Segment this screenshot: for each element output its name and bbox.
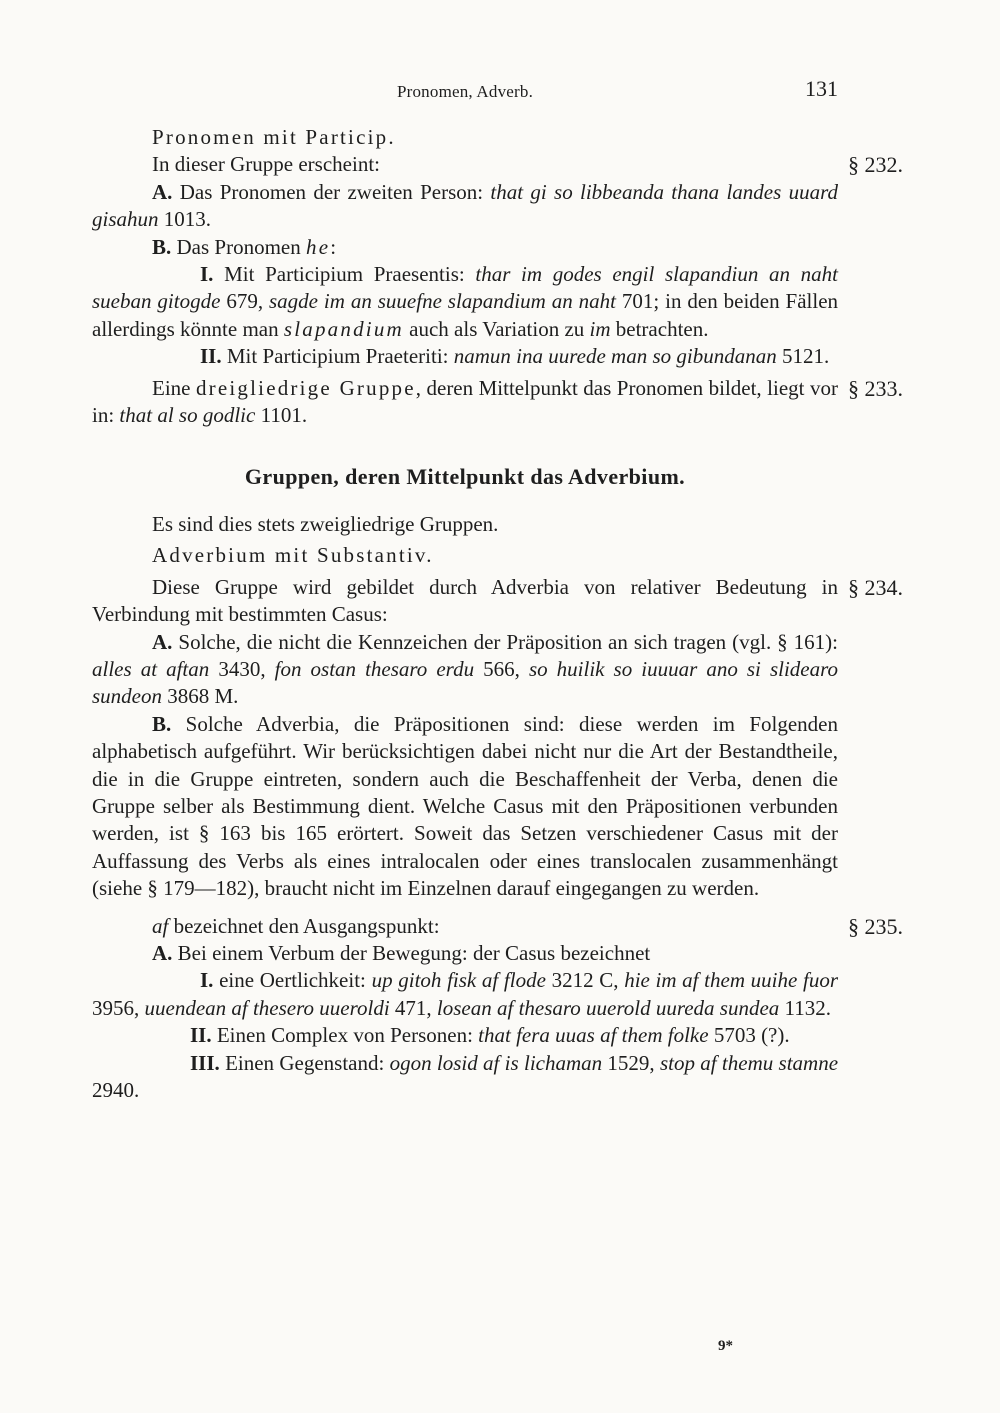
paragraph-complex-personen [92, 1022, 838, 1049]
quotation: so huilik so iuuuar ano si slidearo sundeon [92, 656, 838, 709]
text-run: 1013. [158, 207, 212, 232]
quotation: stop af themu stamne [659, 1050, 839, 1075]
quotation: he [306, 234, 331, 259]
paragraph-b-pronomen-he [92, 234, 838, 261]
item-label: A. [152, 179, 173, 204]
item-label: I. [200, 968, 214, 993]
quotation: up gitoh fisk af flode [371, 968, 546, 993]
item-label: II. [190, 1023, 212, 1048]
text-run: auch als Variation zu [403, 316, 590, 341]
paragraph-pronomen-mit-particip [92, 124, 838, 151]
section-mark-233: § 233. [848, 375, 903, 401]
printer-signature: 9* [718, 1338, 733, 1354]
paragraph-dreigliedrige-gruppe [92, 375, 838, 430]
paragraph-a-verbum-bewegung [92, 940, 838, 967]
paragraph-adverbium-mit-substantiv [92, 542, 838, 569]
text-run: Einen Gegenstand: [219, 1050, 390, 1075]
section-row-234 [92, 574, 903, 629]
paragraph-gruppe-gebildet [92, 574, 838, 629]
body-text [92, 124, 903, 1104]
text-run: 1529, [602, 1050, 660, 1075]
text-run: Bei einem Verbum der Bewegung: der Casus bezeichnet [172, 940, 651, 965]
text-run: eine Oertlichkeit: [213, 968, 372, 993]
spaced-term: dreigliedrige Gruppe [195, 375, 416, 400]
text-run: 3868 M. [162, 684, 239, 709]
page-number: 131 [805, 76, 838, 101]
quotation: slapandium [283, 316, 404, 341]
text-run: Das Pronomen [171, 234, 307, 259]
text-run: 3956, [92, 995, 145, 1020]
text-run: 679, [220, 289, 269, 314]
item-label: A. [152, 629, 173, 654]
quotation: fon ostan thesaro erdu [274, 656, 475, 681]
text-run: 5121. [776, 344, 830, 369]
quotation: thar im godes engil slapandiun an naht sueban gitogde [92, 262, 839, 314]
quotation: im [589, 316, 611, 341]
section-row-233 [92, 375, 903, 430]
paragraph-af-ausgangspunkt [92, 913, 838, 940]
section-row-232 [92, 151, 903, 178]
item-label: III. [190, 1050, 220, 1075]
spaced-heading: Adverbium mit Substantiv. [152, 543, 434, 568]
quotation: that fera uuas af them folke [478, 1023, 709, 1048]
text-run: 5703 (?). [708, 1023, 790, 1048]
paragraph-participium-praesentis [92, 261, 838, 343]
quotation: losean af thesaro uuerold uureda sundea [436, 995, 780, 1020]
paragraph-b-praepositionen [92, 711, 838, 903]
text-run: 471, [389, 995, 437, 1020]
quotation: ogon losid af is lichaman [389, 1050, 603, 1075]
paragraph-zweigliedrige-gruppen [92, 511, 838, 538]
text-run: 566, [474, 656, 529, 681]
quotation: that al so godlic [119, 403, 256, 428]
section-mark-232: § 232. [848, 152, 903, 178]
text-run: 1132. [779, 995, 832, 1020]
item-label: II. [200, 344, 222, 369]
text-run: Mit Participium Praesentis: [213, 262, 476, 287]
quotation: uuendean af thesero uueroldi [144, 995, 390, 1020]
quotation: that gi so libbeanda thana landes uuard gisahun [92, 179, 838, 232]
text-run: Diese Gruppe wird gebildet durch Adverbia von relativer Bedeutung in Verbindung mit bestimmten Casus: [92, 574, 838, 627]
text-run: Solche, die nicht die Kennzeichen der Präposition an sich tragen (vgl. § 161): [172, 629, 838, 654]
item-label: B. [152, 234, 172, 259]
page-header [92, 76, 838, 106]
paragraph-participium-praeteriti [92, 343, 838, 370]
section-mark-235: § 235. [848, 913, 903, 939]
text-run: In dieser Gruppe erscheint: [152, 152, 380, 177]
paragraph-gegenstand [92, 1050, 838, 1105]
paragraph-a-kennzeichen [92, 629, 838, 711]
quotation: alles at aftan [92, 656, 210, 681]
text-run: Einen Complex von Personen: [211, 1023, 479, 1048]
text-run: Das Pronomen der zweiten Person: [172, 179, 491, 204]
text-run: Eine [152, 375, 196, 400]
text-run: Mit Participium Praeteriti: [221, 344, 454, 369]
paragraph-gruppe-erscheint [92, 151, 838, 178]
quotation: namun ina uurede man so gibundanan [453, 344, 777, 369]
item-label: B. [152, 711, 172, 736]
text-run: Es sind dies stets zweigliedrige Gruppen. [152, 511, 499, 536]
text-run: betrachten. [610, 316, 709, 341]
text-run: 701; in den beiden Fällen allerdings könnte man [92, 289, 839, 341]
text-run: bezeichnet den Ausgangspunkt: [168, 913, 440, 938]
paragraph-a-zweite-person [92, 179, 838, 234]
section-row-235 [92, 913, 903, 940]
quotation: hie im af them uuihe fuor [624, 968, 839, 993]
item-label: A. [152, 940, 173, 965]
spaced-heading: Pronomen mit Particip. [152, 125, 396, 149]
chapter-heading: Gruppen, deren Mittelpunkt das Adverbium. [244, 464, 686, 490]
running-head: Pronomen, Adverb. [396, 82, 534, 101]
quotation: sagde im an suuefne slapandium an naht [269, 289, 616, 314]
paragraph-oertlichkeit [92, 967, 838, 1022]
section-mark-234: § 234. [848, 574, 903, 600]
text-run: Solche Adverbia, die Präpositionen sind: diese werden im Folgenden alphabetisch aufgeführt. Wir berücksichtigen dabei nicht nur die Art der Bestandtheile, die in die Gruppe eintreten, sondern auch die Beschaffenheit der Verba, denen die Gruppe selber als Bestimmung dient. Welche Casus mit den Präpositionen verbunden werden, ist § 163 bis 165 erörtert. Soweit das Setzen verschiedener Casus mit der Auffassung des Verbs als eines intralocalen oder eines translocalen zusammenhängt (siehe § 179—182), braucht nicht im Einzelnen darauf eingegangen zu werden. [92, 711, 838, 901]
text-run: , deren Mittelpunkt das Pronomen bildet, liegt vor in: [92, 375, 838, 428]
keyword: af [152, 913, 169, 938]
text-run: 3212 C, [545, 968, 625, 993]
text-run: 2940. [92, 1078, 140, 1102]
text-run: 3430, [209, 656, 275, 681]
text-run: : [330, 234, 337, 259]
item-label: I. [200, 262, 214, 287]
text-run: 1101. [255, 403, 308, 428]
